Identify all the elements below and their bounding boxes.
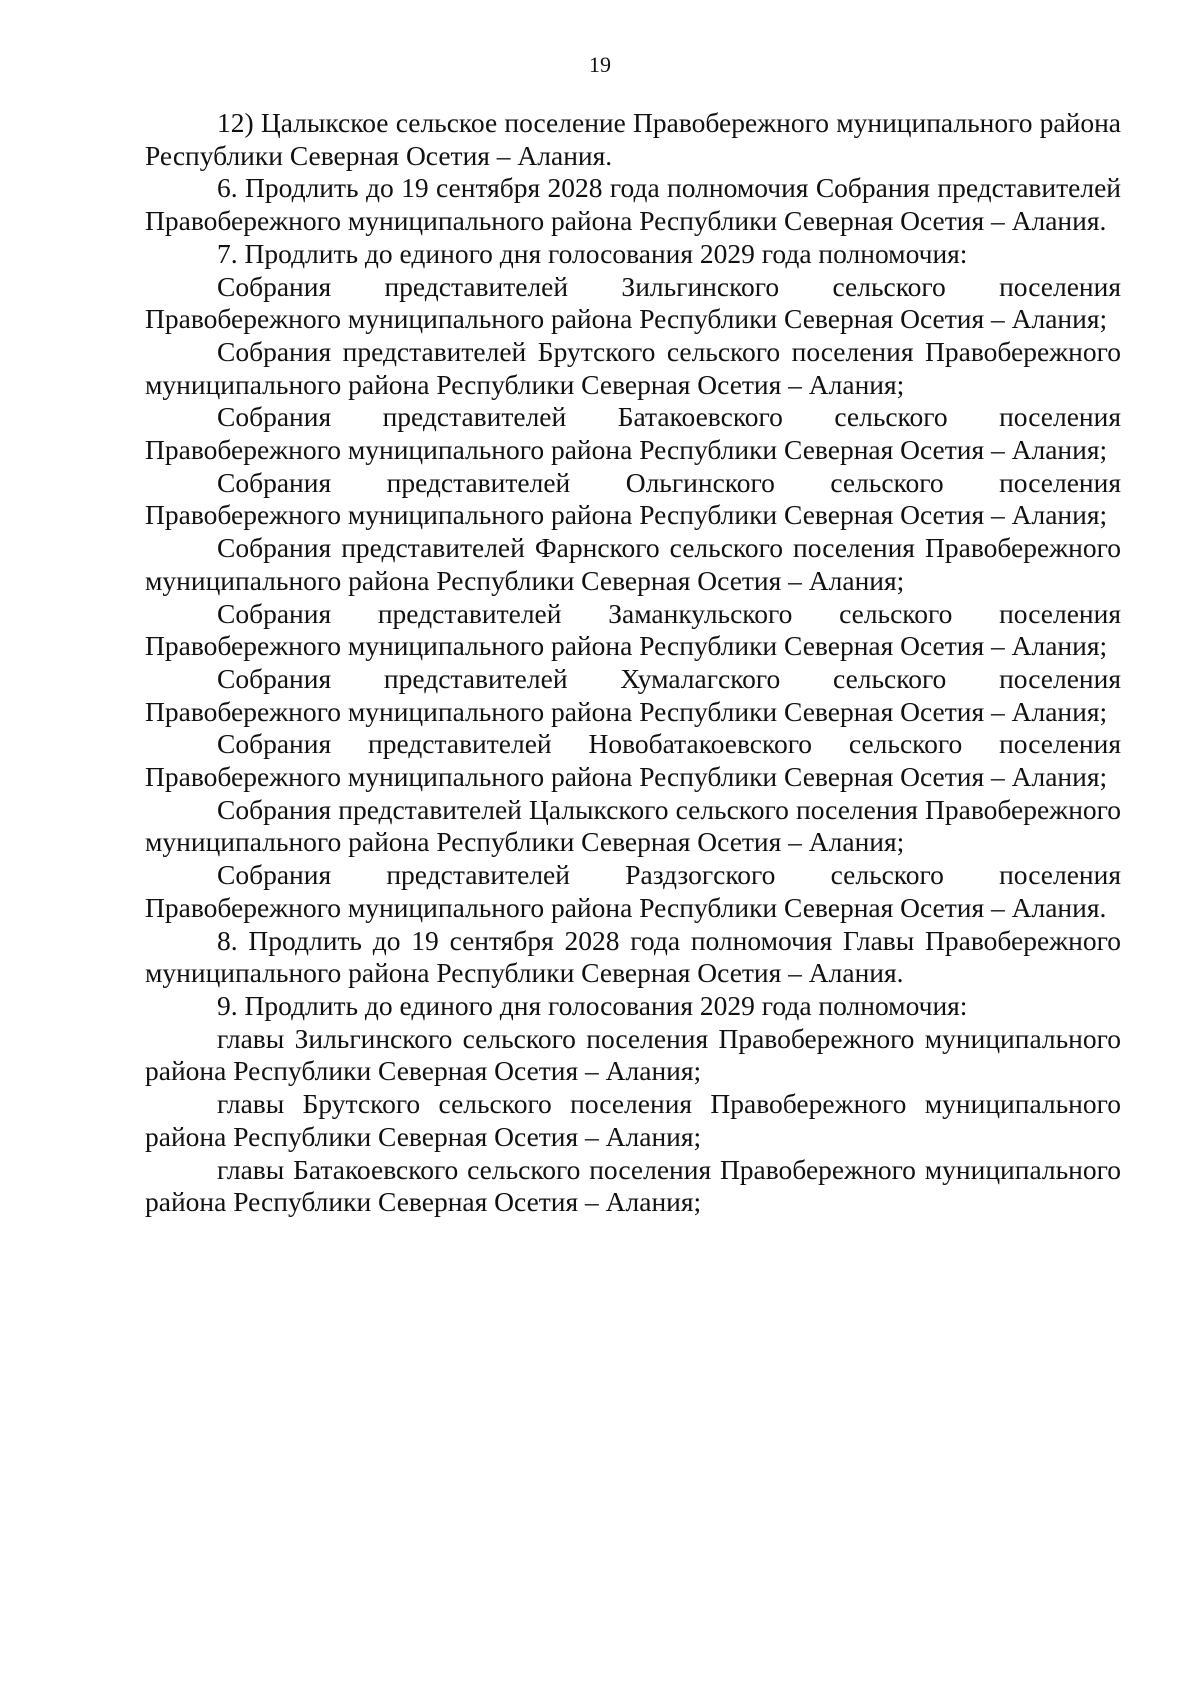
point-7-heading: 7. Продлить до единого дня голосования 2029 года полномочия: <box>217 237 968 269</box>
document-body <box>145 107 1121 1219</box>
assembly-khumalagskoe: Собрания представителей Хумалагского сельского поселения Правобережного муниципального района Республики Северная Осетия – Алания; <box>145 662 1121 727</box>
assembly-zilginskoe: Собрания представителей Зильгинского сельского поселения Правобережного муниципального района Республики Северная Осетия – Алания; <box>145 270 1121 335</box>
item-12-tsalykskoe: 12) Цалыкское сельское поселение Правобережного муниципального района Республики Северная Осетия – Алания. <box>145 107 1121 171</box>
assembly-zamankulskoe: Собрания представителей Заманкульского сельского поселения Правобережного муниципального района Республики Северная Осетия – Алания; <box>145 597 1121 662</box>
assembly-novobatakoevskoe: Собрания представителей Новобатакоевского сельского поселения Правобережного муниципального района Республики Северная Осетия – Алания; <box>145 728 1121 793</box>
assembly-batakoevskoe: Собрания представителей Батакоевского сельского поселения Правобережного муниципального района Республики Северная Осетия – Алания; <box>145 401 1121 466</box>
assembly-brutskoe: Собрания представителей Брутского сельского поселения Правобережного муниципального района Республики Северная Осетия – Алания; <box>145 335 1121 400</box>
point-9-heading: 9. Продлить до единого дня голосования 2029 года полномочия: <box>217 989 968 1021</box>
point-8-extend-head: 8. Продлить до 19 сентября 2028 года полномочия Главы Правобережного муниципального района Республики Северная Осетия – Алания. <box>145 924 1121 989</box>
assembly-olginskoe: Собрания представителей Ольгинского сельского поселения Правобережного муниципального района Республики Северная Осетия – Алания; <box>145 466 1121 531</box>
page-number: 19 <box>589 52 611 77</box>
head-brutskoe: главы Брутского сельского поселения Правобережного муниципального района Республики Северная Осетия – Алания; <box>145 1088 1121 1152</box>
head-zilginskoe: главы Зильгинского сельского поселения Правобережного муниципального района Республики Северная Осетия – Алания; <box>145 1022 1121 1087</box>
assembly-tsalykskoe: Собрания представителей Цалыкского сельского поселения Правобережного муниципального района Республики Северная Осетия – Алания; <box>145 793 1121 858</box>
point-6-extend-assembly: 6. Продлить до 19 сентября 2028 года полномочия Собрания представителей Правобережного муниципального района Республики Северная Осетия – Алания. <box>145 172 1121 237</box>
head-batakoevskoe: главы Батакоевского сельского поселения Правобережного муниципального района Республики Северная Осетия – Алания; <box>145 1153 1121 1218</box>
assembly-razdzogskoe: Собрания представителей Раздзогского сельского поселения Правобережного муниципального района Республики Северная Осетия – Алания. <box>145 859 1121 923</box>
assembly-farnskoe: Собрания представителей Фарнского сельского поселения Правобережного муниципального района Республики Северная Осетия – Алания; <box>145 532 1121 596</box>
